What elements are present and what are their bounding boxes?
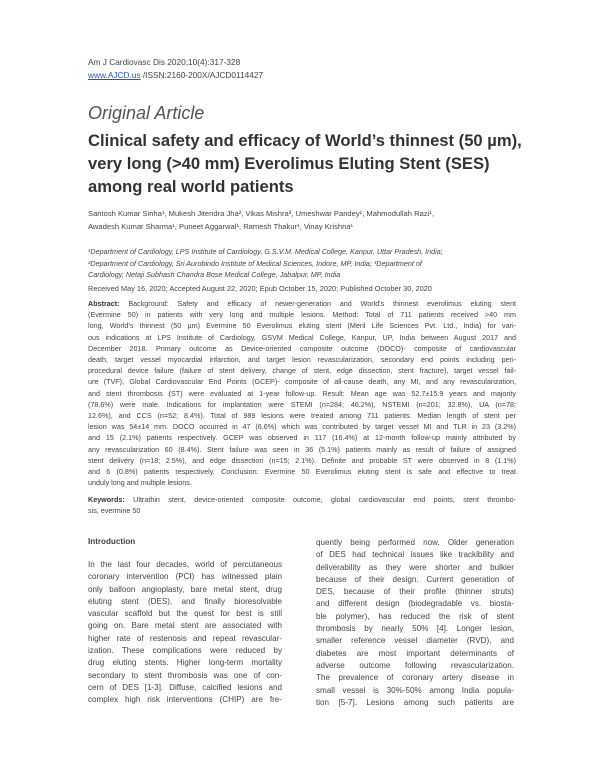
text-line bbox=[316, 635, 514, 647]
line-text: because of their design. Current generation of bbox=[316, 574, 514, 584]
line-text: smaller reference vessel diameter (RVD), and bbox=[316, 636, 514, 646]
issn: /ISSN:2160-200X/AJCD0114427 bbox=[140, 70, 264, 80]
abstract bbox=[88, 298, 516, 488]
authors bbox=[88, 207, 434, 233]
line-text: and stent thrombosis (ST) were evaluated at 1-year follow-up. Result: Mean age was 52.7±15.9 years and majority bbox=[88, 388, 516, 398]
line-text: cern of DES [1-3]. Diffuse, calcified lesions and bbox=[88, 682, 282, 692]
text-line bbox=[88, 354, 516, 365]
text-line bbox=[316, 549, 514, 561]
introduction-left-column bbox=[88, 559, 282, 707]
text-line bbox=[88, 596, 282, 608]
text-line bbox=[316, 586, 514, 598]
line-text: stent delivery (n=18; 2.5%), and edge dissection (n=15; 2.1%). Definite and probable ST were observed in 8 (1.1%) bbox=[88, 455, 516, 465]
text-line bbox=[88, 559, 282, 571]
title-line: very long (>40 mm) Everolimus Eluting Stent (SES) bbox=[88, 154, 490, 173]
line-text: and 15 (2.1%) patients respectively. GCEP was observed in 117 (16.4%) at 12-month follow-up mainly attributed by bbox=[88, 433, 516, 443]
text-line bbox=[88, 682, 282, 694]
line-text: long, World’s thinnest (50 µm) Evermine 50 Everolimus eluting stent (Meril Life Sciences Pvt. Ltd., India) for vari- bbox=[88, 321, 516, 331]
line-text: Background: Safety and efficacy of newer-generation and World’s thinnest everolimus eluting stent bbox=[119, 299, 516, 308]
line-text: higher rate of restenosis and repeat revascular- bbox=[88, 633, 282, 643]
text-line bbox=[88, 466, 516, 477]
text-line bbox=[316, 697, 514, 709]
text-line bbox=[88, 633, 282, 645]
line-text: death, target vessel myocardial infarction, and target lesion revascularization, secondary end points including peri- bbox=[88, 355, 516, 365]
title-line: Clinical safety and efficacy of World’s thinnest (50 µm), bbox=[88, 131, 522, 150]
text-line bbox=[88, 670, 282, 682]
text-line bbox=[88, 343, 516, 354]
section-label: Keywords: bbox=[88, 495, 125, 504]
text-line bbox=[88, 505, 516, 516]
text-line bbox=[88, 332, 516, 343]
text-line bbox=[88, 645, 282, 657]
line-text: going on. Bare metal stent are associated with bbox=[88, 621, 282, 631]
line-text: any revascularization 60 (8.4%). Stent failure was seen in 36 (5.1%) patients mainly as result of failure of assigned bbox=[88, 444, 516, 454]
line-text: lesion was 54±14 mm. DOCO occurred in 47 (6.6%) which was contributed by target vessel MI and TLR in 23 (3.2%) bbox=[88, 422, 516, 432]
text-line bbox=[316, 562, 514, 574]
line-text: ble polymer), has reduced the risk of stent bbox=[316, 611, 514, 621]
keywords bbox=[88, 494, 516, 516]
text-line bbox=[88, 477, 516, 488]
line-text: procedural device failure (failure of stent delivery, change of stent, edge dissection, stent fracture), target vessel fail- bbox=[88, 366, 516, 376]
text-line bbox=[88, 444, 516, 455]
text-line bbox=[316, 648, 514, 660]
line-text: The prevalence of coronary artery disease in bbox=[316, 673, 514, 683]
line-text: ous indications at LPS Institute of Cardiology, GSVM Medical College, Kanpur, UP, India between August 2017 and bbox=[88, 332, 516, 342]
line-text: sis, evermine 50 bbox=[88, 506, 141, 516]
article-title bbox=[88, 129, 528, 198]
text-line bbox=[88, 421, 516, 432]
line-text: ure (TVF), Global Cardiovascular End Points (GCEP)- composite of all-cause death, any MI, and any revascularization, bbox=[88, 377, 516, 387]
authors-line: Awadesh Kumar Sharma¹, Puneet Aggarwal¹, Ramesh Thakur¹, Vinay Krishna¹ bbox=[88, 222, 354, 231]
title-line: among real world patients bbox=[88, 177, 294, 196]
line-text: Ultrathin stent, device-oriented composite outcome, global cardiovascular end points, stent thrombo- bbox=[124, 495, 516, 504]
journal-link-line bbox=[88, 70, 263, 80]
text-line bbox=[316, 537, 514, 549]
text-line bbox=[316, 574, 514, 586]
affiliation-line: ¹Department of Cardiology, LPS Institute of Cardiology, G.S.V.M. Medical College, Kanpur, Uttar Pradesh, India; bbox=[88, 247, 443, 256]
line-text: December 2018. Primary outcome as Device-oriented composite outcome (DOCO)- composite of cardiovascular bbox=[88, 343, 516, 353]
text-line bbox=[88, 298, 516, 309]
text-line bbox=[88, 608, 282, 620]
text-line bbox=[88, 455, 516, 466]
text-line bbox=[88, 365, 516, 376]
text-line bbox=[316, 660, 514, 672]
line-text: In the last four decades, world of percutaneous bbox=[88, 560, 282, 569]
text-line bbox=[88, 320, 516, 331]
text-line bbox=[88, 694, 282, 706]
text-line bbox=[316, 623, 514, 635]
line-text: (78.6%) were male. Indications for implantation were STEMI (n=284; 46.2%), NSTEMI (n=201; 32.8%), UA (n=78; bbox=[88, 399, 516, 409]
line-text: only balloon angioplasty, bare metal stent, drug bbox=[88, 584, 282, 594]
journal-citation: Am J Cardiovasc Dis 2020;10(4):317-328 bbox=[88, 57, 241, 67]
line-text: thrombosis by nearly 50% [4]. Longer lesion, bbox=[316, 624, 514, 634]
line-text: tion [5-7]. Lesions among such patients are bbox=[316, 697, 514, 707]
affiliations bbox=[88, 246, 443, 281]
text-line bbox=[316, 672, 514, 684]
text-line bbox=[88, 657, 282, 669]
line-text: coronary intervention (PCI) has witnessed plain bbox=[88, 572, 282, 582]
line-text: and different design (biodegradable vs. biosta- bbox=[316, 599, 514, 609]
line-text: complex high risk interventions (CHIP) are fre- bbox=[88, 695, 282, 705]
line-text: adverse outcome following revascularization. bbox=[316, 660, 514, 670]
authors-line: Santosh Kumar Sinha¹, Mukesh Jitendra Jha², Vikas Mishra³, Umeshwar Pandey¹, Mahmodullah Razi¹, bbox=[88, 209, 434, 218]
line-text: 12.6%), and CCS (n=52; 8.4%). Total of 989 lesions were treated among 711 patients. Median length of stent per bbox=[88, 411, 516, 421]
line-text: quently being performed now. Older generation bbox=[316, 538, 514, 547]
line-text: and 6 (0.8%) patients respectively. Conclusion: Evermine 50 Everolimus eluting stent is safe and effective to treat bbox=[88, 467, 516, 477]
line-text: deliverability as they were shorter and bulkier bbox=[316, 562, 514, 572]
introduction-heading: Introduction bbox=[88, 537, 136, 546]
article-type: Original Article bbox=[88, 103, 205, 123]
text-line bbox=[88, 620, 282, 632]
received-dates: Received May 16, 2020; Accepted August 22, 2020; Epub October 15, 2020; Published October 30, 2020 bbox=[88, 284, 432, 293]
line-text: (Evermine 50) in patients with very long and multiple lesions. Method: Total of 711 patients received >40 mm bbox=[88, 310, 516, 320]
text-line bbox=[88, 571, 282, 583]
text-line bbox=[88, 410, 516, 421]
line-text: vascular scaffold but the quest for best is still bbox=[88, 609, 282, 619]
line-text: secondary to stent thrombosis was one of con- bbox=[88, 670, 282, 680]
text-line bbox=[88, 432, 516, 443]
line-text: diabetes are most important determinants of bbox=[316, 648, 514, 658]
text-line bbox=[316, 598, 514, 610]
text-line bbox=[88, 584, 282, 596]
text-line bbox=[88, 399, 516, 410]
line-text: DES, because of their profile (thinner struts) bbox=[316, 587, 514, 597]
line-text: drug eluting stents. Higher long-term mortality bbox=[88, 658, 282, 668]
line-text: of DES had technical issues like trackibility and bbox=[316, 550, 514, 560]
line-text: unduly long and multiple lesions. bbox=[88, 478, 192, 488]
introduction-right-column bbox=[316, 537, 514, 709]
text-line bbox=[316, 685, 514, 697]
line-text: ization. These complications were reduced by bbox=[88, 646, 282, 656]
text-line bbox=[88, 494, 516, 505]
line-text: small vessel is 30%-50% among India popula- bbox=[316, 685, 514, 695]
text-line bbox=[88, 388, 516, 399]
affiliation-line: Cardiology, Netaji Subhash Chandra Bose Medical College, Jabalpur, MP, India bbox=[88, 270, 341, 279]
text-line bbox=[88, 376, 516, 387]
section-label: Abstract: bbox=[88, 299, 120, 308]
affiliation-line: ²Department of Cardiology, Sri Aurobindo Institute of Medical Sciences, Indore, MP, India; ³Department of bbox=[88, 258, 422, 268]
line-text: eluting stent (DES), and finally bioresolvable bbox=[88, 596, 282, 606]
journal-link[interactable]: www.AJCD.us bbox=[88, 70, 141, 80]
text-line bbox=[316, 611, 514, 623]
text-line bbox=[88, 309, 516, 320]
